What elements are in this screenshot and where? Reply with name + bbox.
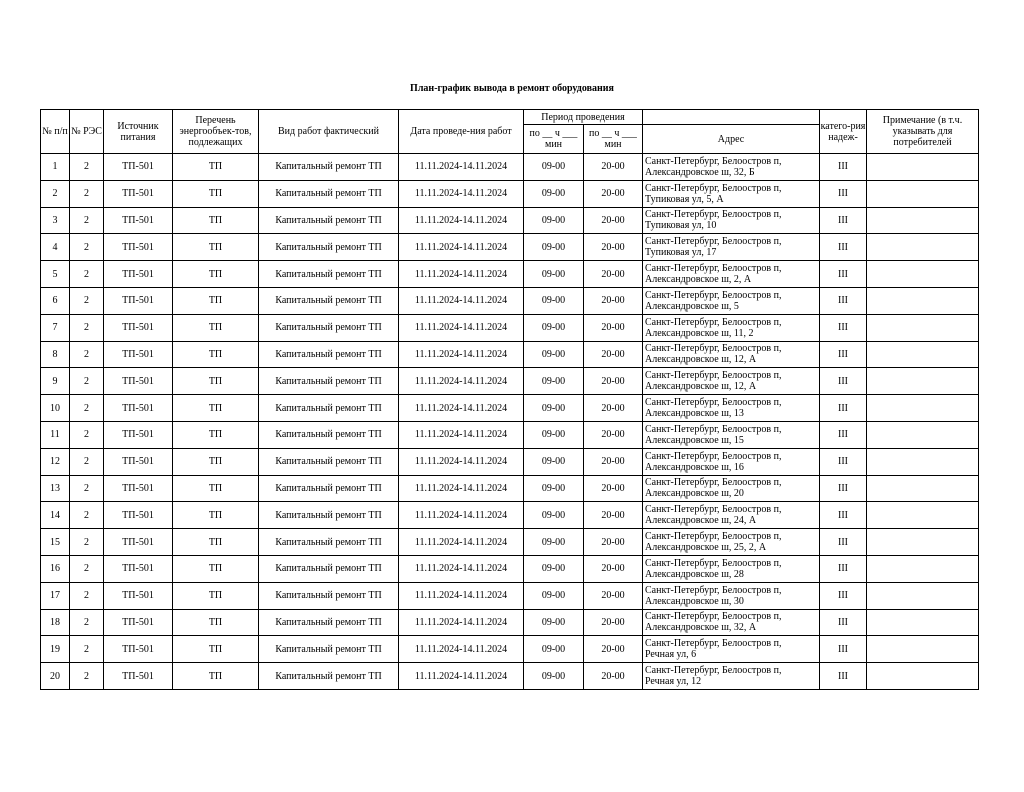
- cell-source: ТП-501: [104, 529, 173, 556]
- address-line-1: Санкт-Петербург, Белоостров п,: [645, 638, 782, 650]
- cell-objects: ТП: [173, 287, 259, 314]
- address-line-1: Санкт-Петербург, Белоостров п,: [645, 531, 782, 543]
- cell-category: III: [820, 663, 867, 690]
- cell-category: III: [820, 395, 867, 422]
- cell-address: [643, 314, 820, 341]
- cell-work: Капитальный ремонт ТП: [259, 529, 399, 556]
- cell-date: 11.11.2024-14.11.2024: [399, 475, 524, 502]
- cell-date: 11.11.2024-14.11.2024: [399, 421, 524, 448]
- cell-source: ТП-501: [104, 609, 173, 636]
- cell-source: ТП-501: [104, 234, 173, 261]
- address-line-1: Санкт-Петербург, Белоостров п,: [645, 504, 782, 516]
- cell-num: 15: [41, 529, 70, 556]
- cell-date: 11.11.2024-14.11.2024: [399, 663, 524, 690]
- cell-category: III: [820, 234, 867, 261]
- cell-res: 2: [70, 663, 104, 690]
- schedule-table: [40, 109, 979, 690]
- cell-work: Капитальный ремонт ТП: [259, 502, 399, 529]
- address-line-1: Санкт-Петербург, Белоостров п,: [645, 370, 782, 382]
- address-line-1: Санкт-Петербург, Белоостров п,: [645, 397, 782, 409]
- header-objects: Перечень энергообъек-тов, подлежащих: [173, 110, 259, 154]
- cell-res: 2: [70, 502, 104, 529]
- address-line-2: Александровское ш, 11, 2: [645, 327, 754, 339]
- cell-work: Капитальный ремонт ТП: [259, 448, 399, 475]
- cell-address: [643, 636, 820, 663]
- cell-source: ТП-501: [104, 154, 173, 181]
- cell-source: ТП-501: [104, 287, 173, 314]
- cell-note: [867, 287, 979, 314]
- cell-objects: ТП: [173, 609, 259, 636]
- header-to: по __ ч ___ мин: [584, 125, 643, 154]
- cell-source: ТП-501: [104, 395, 173, 422]
- cell-from: 09-00: [524, 234, 584, 261]
- cell-objects: ТП: [173, 663, 259, 690]
- address-line-1: Санкт-Петербург, Белоостров п,: [645, 236, 782, 248]
- cell-num: 6: [41, 287, 70, 314]
- cell-objects: ТП: [173, 207, 259, 234]
- address-line-2: Александровское ш, 28: [645, 568, 744, 580]
- table-row: [41, 448, 979, 475]
- cell-source: ТП-501: [104, 475, 173, 502]
- header-date: Дата проведе-ния работ: [399, 110, 524, 154]
- cell-from: 09-00: [524, 448, 584, 475]
- cell-source: ТП-501: [104, 207, 173, 234]
- cell-res: 2: [70, 421, 104, 448]
- header-category: катего-рия надеж-: [820, 110, 867, 154]
- cell-to: 20-00: [584, 448, 643, 475]
- cell-res: 2: [70, 555, 104, 582]
- cell-from: 09-00: [524, 395, 584, 422]
- cell-date: 11.11.2024-14.11.2024: [399, 154, 524, 181]
- cell-date: 11.11.2024-14.11.2024: [399, 368, 524, 395]
- cell-address: [643, 180, 820, 207]
- cell-date: 11.11.2024-14.11.2024: [399, 609, 524, 636]
- page-title: План-график вывода в ремонт оборудования: [410, 83, 614, 94]
- header-address-top: [643, 110, 820, 125]
- cell-num: 14: [41, 502, 70, 529]
- cell-res: 2: [70, 341, 104, 368]
- cell-from: 09-00: [524, 421, 584, 448]
- cell-work: Капитальный ремонт ТП: [259, 475, 399, 502]
- table-row: [41, 154, 979, 181]
- cell-source: ТП-501: [104, 636, 173, 663]
- address-line-2: Александровское ш, 15: [645, 434, 744, 446]
- cell-to: 20-00: [584, 234, 643, 261]
- cell-work: Капитальный ремонт ТП: [259, 582, 399, 609]
- address-line-2: Александровское ш, 32, Б: [645, 166, 755, 178]
- cell-work: Капитальный ремонт ТП: [259, 555, 399, 582]
- cell-date: 11.11.2024-14.11.2024: [399, 180, 524, 207]
- cell-from: 09-00: [524, 502, 584, 529]
- cell-note: [867, 502, 979, 529]
- cell-date: 11.11.2024-14.11.2024: [399, 314, 524, 341]
- cell-num: 4: [41, 234, 70, 261]
- table-header-row: [41, 110, 979, 125]
- cell-to: 20-00: [584, 261, 643, 288]
- cell-objects: ТП: [173, 261, 259, 288]
- cell-category: III: [820, 582, 867, 609]
- cell-res: 2: [70, 609, 104, 636]
- header-res: № РЭС: [70, 110, 104, 154]
- cell-date: 11.11.2024-14.11.2024: [399, 341, 524, 368]
- cell-date: 11.11.2024-14.11.2024: [399, 287, 524, 314]
- cell-note: [867, 609, 979, 636]
- cell-address: [643, 395, 820, 422]
- table-row: [41, 314, 979, 341]
- cell-to: 20-00: [584, 395, 643, 422]
- cell-num: 7: [41, 314, 70, 341]
- cell-note: [867, 475, 979, 502]
- header-num: № п/п: [41, 110, 70, 154]
- cell-res: 2: [70, 636, 104, 663]
- cell-note: [867, 582, 979, 609]
- cell-work: Капитальный ремонт ТП: [259, 421, 399, 448]
- table-row: [41, 636, 979, 663]
- cell-objects: ТП: [173, 314, 259, 341]
- cell-note: [867, 154, 979, 181]
- cell-address: [643, 368, 820, 395]
- cell-to: 20-00: [584, 421, 643, 448]
- cell-note: [867, 636, 979, 663]
- cell-category: III: [820, 341, 867, 368]
- table-row: [41, 582, 979, 609]
- table-row: [41, 395, 979, 422]
- cell-source: ТП-501: [104, 261, 173, 288]
- cell-source: ТП-501: [104, 314, 173, 341]
- cell-num: 8: [41, 341, 70, 368]
- cell-address: [643, 475, 820, 502]
- cell-from: 09-00: [524, 341, 584, 368]
- table-row: [41, 341, 979, 368]
- cell-note: [867, 368, 979, 395]
- address-line-2: Александровское ш, 16: [645, 461, 744, 473]
- cell-address: [643, 207, 820, 234]
- address-line-2: Александровское ш, 25, 2, А: [645, 542, 767, 554]
- address-line-1: Санкт-Петербург, Белоостров п,: [645, 584, 782, 596]
- address-line-1: Санкт-Петербург, Белоостров п,: [645, 182, 782, 194]
- cell-num: 13: [41, 475, 70, 502]
- cell-address: [643, 261, 820, 288]
- cell-res: 2: [70, 582, 104, 609]
- cell-source: ТП-501: [104, 582, 173, 609]
- address-line-2: Александровское ш, 12, А: [645, 354, 757, 366]
- cell-work: Капитальный ремонт ТП: [259, 609, 399, 636]
- cell-res: 2: [70, 154, 104, 181]
- cell-to: 20-00: [584, 314, 643, 341]
- header-source: Источник питания: [104, 110, 173, 154]
- address-line-1: Санкт-Петербург, Белоостров п,: [645, 611, 782, 623]
- address-line-2: Тупиковая ул, 10: [645, 220, 717, 232]
- cell-objects: ТП: [173, 180, 259, 207]
- cell-to: 20-00: [584, 475, 643, 502]
- table-row: [41, 287, 979, 314]
- header-from: по __ ч ___ мин: [524, 125, 584, 154]
- table-row: [41, 261, 979, 288]
- cell-objects: ТП: [173, 636, 259, 663]
- cell-from: 09-00: [524, 555, 584, 582]
- cell-to: 20-00: [584, 663, 643, 690]
- cell-address: [643, 341, 820, 368]
- cell-from: 09-00: [524, 582, 584, 609]
- table-row: [41, 368, 979, 395]
- cell-to: 20-00: [584, 287, 643, 314]
- table-row: [41, 502, 979, 529]
- address-line-1: Санкт-Петербург, Белоостров п,: [645, 665, 782, 677]
- cell-date: 11.11.2024-14.11.2024: [399, 395, 524, 422]
- cell-num: 19: [41, 636, 70, 663]
- cell-date: 11.11.2024-14.11.2024: [399, 207, 524, 234]
- cell-note: [867, 234, 979, 261]
- cell-num: 9: [41, 368, 70, 395]
- address-line-2: Александровское ш, 12, А: [645, 381, 757, 393]
- cell-to: 20-00: [584, 582, 643, 609]
- cell-res: 2: [70, 314, 104, 341]
- cell-num: 5: [41, 261, 70, 288]
- cell-category: III: [820, 529, 867, 556]
- address-line-2: Александровское ш, 30: [645, 595, 744, 607]
- cell-note: [867, 207, 979, 234]
- cell-res: 2: [70, 368, 104, 395]
- cell-from: 09-00: [524, 314, 584, 341]
- table-row: [41, 555, 979, 582]
- cell-date: 11.11.2024-14.11.2024: [399, 529, 524, 556]
- cell-note: [867, 180, 979, 207]
- cell-work: Капитальный ремонт ТП: [259, 368, 399, 395]
- cell-to: 20-00: [584, 555, 643, 582]
- cell-date: 11.11.2024-14.11.2024: [399, 636, 524, 663]
- cell-num: 20: [41, 663, 70, 690]
- cell-num: 2: [41, 180, 70, 207]
- address-line-2: Речная ул, 12: [645, 676, 702, 688]
- cell-res: 2: [70, 475, 104, 502]
- address-line-1: Санкт-Петербург, Белоостров п,: [645, 450, 782, 462]
- cell-address: [643, 555, 820, 582]
- cell-note: [867, 448, 979, 475]
- cell-address: [643, 421, 820, 448]
- cell-objects: ТП: [173, 502, 259, 529]
- cell-work: Капитальный ремонт ТП: [259, 261, 399, 288]
- cell-date: 11.11.2024-14.11.2024: [399, 234, 524, 261]
- cell-source: ТП-501: [104, 448, 173, 475]
- cell-res: 2: [70, 287, 104, 314]
- cell-to: 20-00: [584, 636, 643, 663]
- cell-work: Капитальный ремонт ТП: [259, 154, 399, 181]
- cell-from: 09-00: [524, 609, 584, 636]
- cell-objects: ТП: [173, 341, 259, 368]
- cell-address: [643, 448, 820, 475]
- cell-objects: ТП: [173, 448, 259, 475]
- cell-category: III: [820, 502, 867, 529]
- table-row: [41, 663, 979, 690]
- cell-res: 2: [70, 529, 104, 556]
- cell-category: III: [820, 287, 867, 314]
- cell-source: ТП-501: [104, 421, 173, 448]
- cell-work: Капитальный ремонт ТП: [259, 180, 399, 207]
- table-row: [41, 421, 979, 448]
- header-address: Адрес: [643, 125, 820, 154]
- table-row: [41, 180, 979, 207]
- address-line-2: Александровское ш, 13: [645, 408, 744, 420]
- cell-from: 09-00: [524, 154, 584, 181]
- cell-note: [867, 395, 979, 422]
- address-line-1: Санкт-Петербург, Белоостров п,: [645, 477, 782, 489]
- table-row: [41, 475, 979, 502]
- cell-category: III: [820, 261, 867, 288]
- cell-from: 09-00: [524, 207, 584, 234]
- cell-to: 20-00: [584, 341, 643, 368]
- cell-objects: ТП: [173, 368, 259, 395]
- cell-category: III: [820, 207, 867, 234]
- cell-from: 09-00: [524, 475, 584, 502]
- cell-num: 16: [41, 555, 70, 582]
- cell-num: 17: [41, 582, 70, 609]
- address-line-1: Санкт-Петербург, Белоостров п,: [645, 316, 782, 328]
- cell-address: [643, 663, 820, 690]
- cell-work: Капитальный ремонт ТП: [259, 395, 399, 422]
- address-line-1: Санкт-Петербург, Белоостров п,: [645, 209, 782, 221]
- cell-objects: ТП: [173, 421, 259, 448]
- cell-res: 2: [70, 261, 104, 288]
- cell-source: ТП-501: [104, 663, 173, 690]
- address-line-2: Александровское ш, 24, А: [645, 515, 757, 527]
- cell-res: 2: [70, 180, 104, 207]
- cell-num: 11: [41, 421, 70, 448]
- cell-objects: ТП: [173, 154, 259, 181]
- address-line-2: Тупиковая ул, 17: [645, 247, 717, 259]
- cell-to: 20-00: [584, 502, 643, 529]
- cell-res: 2: [70, 234, 104, 261]
- cell-category: III: [820, 314, 867, 341]
- address-line-2: Александровское ш, 2, А: [645, 274, 752, 286]
- cell-num: 3: [41, 207, 70, 234]
- cell-from: 09-00: [524, 368, 584, 395]
- cell-objects: ТП: [173, 395, 259, 422]
- cell-to: 20-00: [584, 207, 643, 234]
- cell-category: III: [820, 421, 867, 448]
- cell-date: 11.11.2024-14.11.2024: [399, 555, 524, 582]
- address-line-2: Речная ул, 6: [645, 649, 697, 661]
- cell-category: III: [820, 154, 867, 181]
- cell-category: III: [820, 180, 867, 207]
- table-row: [41, 207, 979, 234]
- table-row: [41, 234, 979, 261]
- address-line-1: Санкт-Петербург, Белоостров п,: [645, 557, 782, 569]
- header-period: Период проведения: [524, 110, 643, 125]
- cell-address: [643, 234, 820, 261]
- cell-work: Капитальный ремонт ТП: [259, 287, 399, 314]
- address-line-2: Александровское ш, 32, А: [645, 622, 757, 634]
- cell-source: ТП-501: [104, 555, 173, 582]
- address-line-2: Тупиковая ул, 5, А: [645, 193, 724, 205]
- cell-category: III: [820, 636, 867, 663]
- cell-objects: ТП: [173, 582, 259, 609]
- cell-res: 2: [70, 207, 104, 234]
- address-line-1: Санкт-Петербург, Белоостров п,: [645, 423, 782, 435]
- cell-from: 09-00: [524, 636, 584, 663]
- address-line-1: Санкт-Петербург, Белоостров п,: [645, 289, 782, 301]
- cell-category: III: [820, 609, 867, 636]
- cell-note: [867, 555, 979, 582]
- address-line-1: Санкт-Петербург, Белоостров п,: [645, 155, 782, 167]
- cell-num: 18: [41, 609, 70, 636]
- table-row: [41, 529, 979, 556]
- cell-date: 11.11.2024-14.11.2024: [399, 448, 524, 475]
- cell-address: [643, 582, 820, 609]
- cell-category: III: [820, 368, 867, 395]
- cell-note: [867, 529, 979, 556]
- cell-note: [867, 663, 979, 690]
- cell-res: 2: [70, 395, 104, 422]
- header-note: Примечание (в т.ч. указывать для потребителей: [867, 110, 979, 154]
- cell-date: 11.11.2024-14.11.2024: [399, 261, 524, 288]
- cell-note: [867, 341, 979, 368]
- cell-num: 1: [41, 154, 70, 181]
- cell-address: [643, 529, 820, 556]
- cell-address: [643, 502, 820, 529]
- table-row: [41, 609, 979, 636]
- cell-address: [643, 287, 820, 314]
- cell-from: 09-00: [524, 287, 584, 314]
- cell-objects: ТП: [173, 555, 259, 582]
- cell-to: 20-00: [584, 609, 643, 636]
- cell-note: [867, 421, 979, 448]
- cell-from: 09-00: [524, 663, 584, 690]
- cell-to: 20-00: [584, 529, 643, 556]
- cell-num: 12: [41, 448, 70, 475]
- cell-to: 20-00: [584, 368, 643, 395]
- cell-objects: ТП: [173, 234, 259, 261]
- cell-source: ТП-501: [104, 341, 173, 368]
- cell-work: Капитальный ремонт ТП: [259, 341, 399, 368]
- address-line-2: Александровское ш, 20: [645, 488, 744, 500]
- cell-date: 11.11.2024-14.11.2024: [399, 502, 524, 529]
- cell-work: Капитальный ремонт ТП: [259, 636, 399, 663]
- cell-address: [643, 154, 820, 181]
- cell-num: 10: [41, 395, 70, 422]
- address-line-2: Александровское ш, 5: [645, 300, 739, 312]
- cell-from: 09-00: [524, 180, 584, 207]
- cell-note: [867, 261, 979, 288]
- table-body: [41, 154, 979, 690]
- cell-work: Капитальный ремонт ТП: [259, 234, 399, 261]
- cell-address: [643, 609, 820, 636]
- cell-to: 20-00: [584, 180, 643, 207]
- cell-objects: ТП: [173, 529, 259, 556]
- cell-res: 2: [70, 448, 104, 475]
- cell-category: III: [820, 475, 867, 502]
- address-line-1: Санкт-Петербург, Белоостров п,: [645, 263, 782, 275]
- cell-work: Капитальный ремонт ТП: [259, 663, 399, 690]
- cell-category: III: [820, 448, 867, 475]
- cell-from: 09-00: [524, 261, 584, 288]
- cell-category: III: [820, 555, 867, 582]
- cell-work: Капитальный ремонт ТП: [259, 314, 399, 341]
- cell-objects: ТП: [173, 475, 259, 502]
- cell-from: 09-00: [524, 529, 584, 556]
- cell-work: Капитальный ремонт ТП: [259, 207, 399, 234]
- cell-date: 11.11.2024-14.11.2024: [399, 582, 524, 609]
- cell-to: 20-00: [584, 154, 643, 181]
- cell-source: ТП-501: [104, 502, 173, 529]
- header-work: Вид работ фактический: [259, 110, 399, 154]
- cell-source: ТП-501: [104, 180, 173, 207]
- cell-source: ТП-501: [104, 368, 173, 395]
- address-line-1: Санкт-Петербург, Белоостров п,: [645, 343, 782, 355]
- cell-note: [867, 314, 979, 341]
